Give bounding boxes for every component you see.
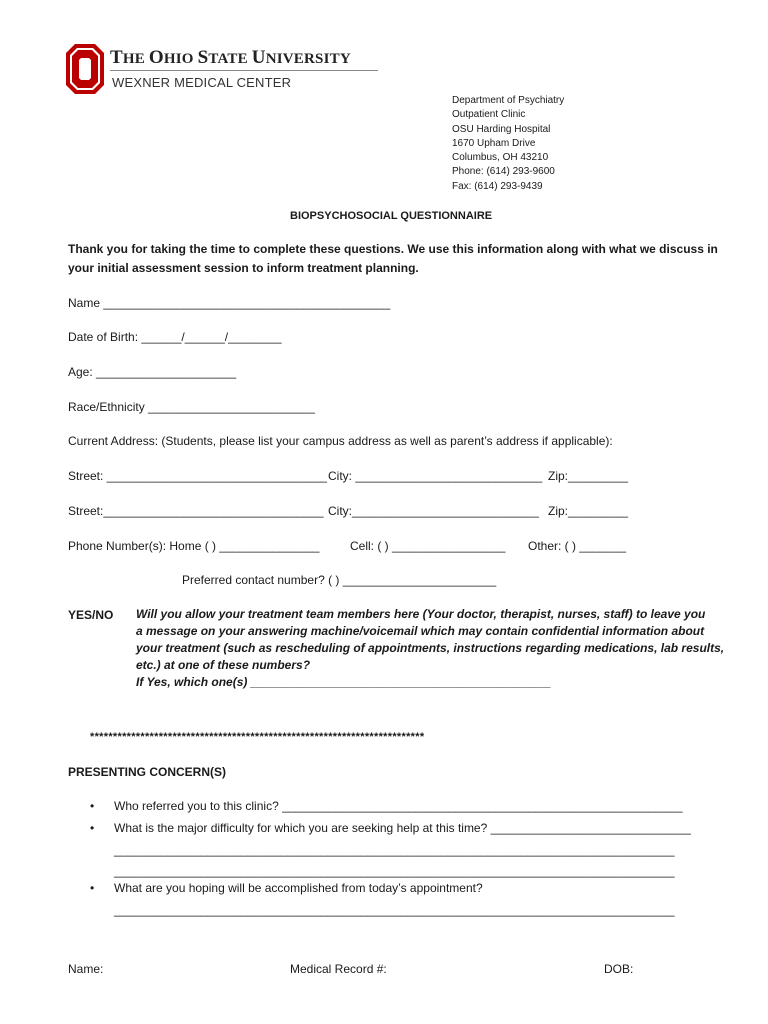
zip-field-2[interactable]: Zip:_________ <box>548 504 629 518</box>
form-title: BIOPSYCHOSOCIAL QUESTIONNAIRE <box>290 210 493 222</box>
bullet-marker: • <box>90 799 95 813</box>
city-field-1[interactable]: City: ____________________________ <box>328 469 543 483</box>
address-line: Fax: (614) 293-9439 <box>452 180 543 192</box>
answer-blank-line[interactable]: ____________________________________________________________________________________ <box>114 903 675 917</box>
permission-line: a message on your answering machine/voicemail which may contain confidential information about <box>136 624 705 638</box>
address-prompt: Current Address: (Students, please list your campus address as well as parent’s address if applicable): <box>68 434 613 448</box>
address-line: 1670 Upham Drive <box>452 137 536 149</box>
address-line: Columbus, OH 43210 <box>452 152 549 164</box>
footer-name-label: Name: <box>68 962 104 976</box>
street-field-1[interactable]: Street: _________________________________ <box>68 469 327 483</box>
yes-no-option[interactable]: YES/NO <box>68 608 114 622</box>
appointment-goals-question: What are you hoping will be accomplished from today’s appointment? <box>114 881 483 895</box>
answer-blank-line[interactable]: ____________________________________________________________________________________ <box>114 843 675 857</box>
answer-blank-line[interactable]: ____________________________________________________________________________________ <box>114 864 675 878</box>
address-line: Phone: (614) 293-9600 <box>452 166 555 178</box>
address-line: Department of Psychiatry <box>452 95 565 106</box>
footer-dob-label: DOB: <box>604 962 634 976</box>
footer-medical-record-label: Medical Record #: <box>290 962 387 976</box>
permission-line: etc.) at one of these numbers? <box>136 658 311 672</box>
intro-line-1: Thank you for taking the time to complete these questions. We use this information along with what we discuss in <box>68 242 718 256</box>
date-of-birth-field[interactable]: Date of Birth: ______/______/________ <box>68 330 282 344</box>
city-field-2[interactable]: City:____________________________ <box>328 504 539 518</box>
permission-line: your treatment (such as rescheduling of appointments, instructions regarding medications, lab results, <box>136 641 725 655</box>
bullet-marker: • <box>90 821 95 835</box>
phone-cell-field[interactable]: Cell: ( ) _________________ <box>350 539 506 553</box>
university-name: THE OHIO STATE UNIVERSITY <box>110 47 351 68</box>
center-name: WEXNER MEDICAL CENTER <box>112 75 292 90</box>
voicemail-permission-question <box>136 606 736 691</box>
street-field-2[interactable]: Street:_________________________________ <box>68 504 324 518</box>
which-numbers-field[interactable]: If Yes, which one(s) _____________________________________________ <box>136 675 552 689</box>
permission-line: Will you allow your treatment team members here (Your doctor, therapist, nurses, staff) to leave you <box>136 607 706 621</box>
intro-line-2: your initial assessment session to inform treatment planning. <box>68 261 419 275</box>
phone-other-field[interactable]: Other: ( ) _______ <box>528 539 627 553</box>
age-field[interactable]: Age: _____________________ <box>68 365 237 379</box>
referred-by-question[interactable]: Who referred you to this clinic? ____________________________________________________________ <box>114 799 683 813</box>
logo-divider <box>110 70 378 71</box>
race-ethnicity-field[interactable]: Race/Ethnicity _________________________ <box>68 400 315 414</box>
major-difficulty-question[interactable]: What is the major difficulty for which you are seeking help at this time? ______________________________ <box>114 821 691 835</box>
name-field[interactable]: Name ___________________________________________ <box>68 296 391 310</box>
section-separator: ************************************************************************* <box>90 731 425 743</box>
block-o-logo-icon <box>66 44 104 94</box>
bullet-marker: • <box>90 881 95 895</box>
phone-home-field[interactable]: Phone Number(s): Home ( ) _______________ <box>68 539 320 553</box>
osu-wexner-logo <box>66 44 378 96</box>
zip-field-1[interactable]: Zip:_________ <box>548 469 629 483</box>
presenting-concerns-heading: PRESENTING CONCERN(S) <box>68 765 227 779</box>
address-line: Outpatient Clinic <box>452 109 526 121</box>
department-address <box>452 94 564 194</box>
preferred-contact-field[interactable]: Preferred contact number? ( ) _______________________ <box>182 573 497 587</box>
address-line: OSU Harding Hospital <box>452 123 551 135</box>
